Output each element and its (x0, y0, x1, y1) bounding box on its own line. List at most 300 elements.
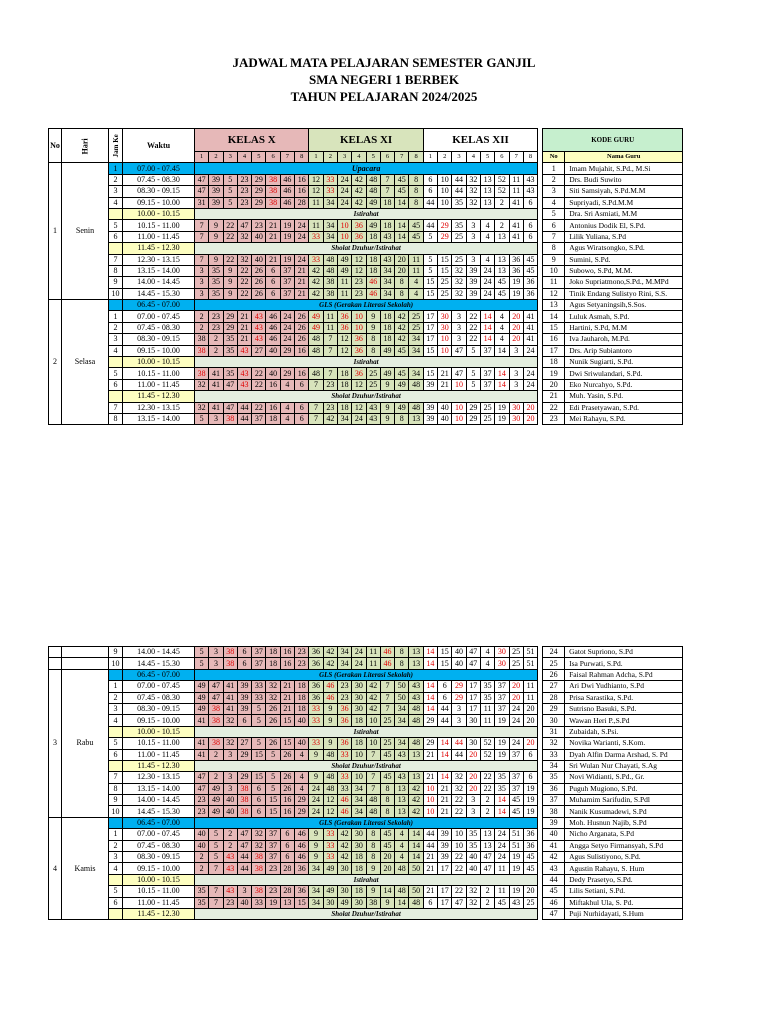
schedule-break-row (49, 908, 683, 919)
teacher-code-xi: 30 (352, 840, 366, 851)
teacher-code-xi: 24 (337, 186, 351, 197)
teacher-no: 26 (543, 669, 565, 680)
teacher-code-xi: 34 (352, 783, 366, 794)
teacher-code-xi: 42 (409, 795, 423, 806)
teacher-name: Angga Setyo Firmansyah, S.Pd (565, 840, 683, 851)
teacher-code-xii: 24 (480, 277, 494, 288)
teacher-name: Muhamim Sarifudin, S.Pdl (565, 795, 683, 806)
teacher-code-xi: 25 (366, 368, 380, 379)
teacher-code-xii: 11 (495, 863, 509, 874)
teacher-code-xi: 36 (352, 345, 366, 356)
period-time: 14.00 - 14.45 (123, 277, 195, 288)
teacher-code-xi: 13 (409, 749, 423, 760)
teacher-code-xii: 5 (466, 368, 480, 379)
teacher-code-x: 49 (209, 783, 223, 794)
day-name: Kamis (62, 817, 109, 920)
teacher-code-x: 32 (237, 231, 251, 242)
teacher-name: Hartini, S.Pd, M.M (565, 322, 683, 333)
teacher-code-xi: 8 (366, 829, 380, 840)
teacher-code-xii: 25 (480, 413, 494, 424)
teacher-code-xii: 13 (480, 840, 494, 851)
teacher-code-xi: 48 (366, 174, 380, 185)
teacher-code-xii: 21 (423, 886, 437, 897)
schedule-break-row (49, 391, 683, 402)
teacher-no: 37 (543, 795, 565, 806)
teacher-code-x: 5 (195, 413, 209, 424)
teacher-code-xii: 3 (452, 311, 466, 322)
teacher-code-xii: 41 (509, 197, 523, 208)
teacher-code-xii: 2 (480, 886, 494, 897)
teacher-code-xi: 46 (323, 681, 337, 692)
period-number: 1 (109, 829, 123, 840)
teacher-code-x: 27 (237, 738, 251, 749)
teacher-code-x: 37 (252, 647, 266, 658)
schedule-row (49, 311, 683, 322)
teacher-name: Subowo, S.Pd, M.M. (565, 265, 683, 276)
teacher-code-x: 37 (252, 413, 266, 424)
schedule-table-top (48, 128, 683, 425)
teacher-code-xi: 42 (337, 840, 351, 851)
teacher-no: 22 (543, 402, 565, 413)
teacher-no: 16 (543, 334, 565, 345)
teacher-code-x: 26 (266, 715, 280, 726)
teacher-code-xi: 14 (395, 231, 409, 242)
teacher-code-x: 5 (223, 186, 237, 197)
teacher-code-x: 24 (280, 334, 294, 345)
teacher-code-xii: 25 (452, 254, 466, 265)
teacher-name: Lilik Yuliana, S.Pd (565, 231, 683, 242)
teacher-code-xii: 2 (495, 197, 509, 208)
teacher-code-x: 15 (266, 806, 280, 817)
teacher-code-xi: 36 (337, 322, 351, 333)
teacher-code-xi: 13 (409, 647, 423, 658)
teacher-no: 28 (543, 692, 565, 703)
teacher-code-xi: 13 (409, 658, 423, 669)
schedule-break-row (49, 669, 683, 680)
teacher-code-x: 3 (223, 783, 237, 794)
teacher-code-x: 44 (237, 863, 251, 874)
schedule-break-row (49, 243, 683, 254)
period-time: 10.00 - 10.15 (123, 874, 195, 885)
teacher-code-x: 19 (280, 254, 294, 265)
header-kelas-xi: KELAS XI (309, 129, 423, 152)
teacher-code-xi: 30 (352, 692, 366, 703)
teacher-code-x: 26 (295, 311, 309, 322)
teacher-code-xii: 3 (466, 254, 480, 265)
teacher-code-x: 47 (237, 840, 251, 851)
teacher-code-xii: 39 (466, 265, 480, 276)
teacher-code-xii: 20 (466, 772, 480, 783)
teacher-code-xi: 25 (380, 715, 394, 726)
teacher-code-xii: 24 (495, 852, 509, 863)
teacher-code-x: 21 (237, 334, 251, 345)
teacher-code-xi: 33 (323, 852, 337, 863)
teacher-code-xi: 42 (395, 322, 409, 333)
teacher-code-xii: 35 (480, 692, 494, 703)
period-time: 12.30 - 13.15 (123, 254, 195, 265)
class-x-number: 2 (209, 152, 223, 163)
teacher-code-x: 4 (295, 749, 309, 760)
teacher-code-x: 6 (252, 806, 266, 817)
teacher-code-x: 33 (252, 897, 266, 908)
teacher-code-xi: 14 (409, 840, 423, 851)
teacher-code-xi: 12 (323, 806, 337, 817)
header-waktu: Waktu (123, 129, 195, 163)
class-xi-number: 3 (337, 152, 351, 163)
period-time: 08.30 - 09.15 (123, 852, 195, 863)
teacher-code-xi: 7 (380, 703, 394, 714)
teacher-code-x: 3 (223, 772, 237, 783)
teacher-code-xii: 3 (509, 368, 523, 379)
teacher-code-x: 5 (223, 197, 237, 208)
teacher-code-xi: 4 (409, 288, 423, 299)
teacher-code-x: 16 (280, 658, 294, 669)
teacher-code-xi: 20 (395, 254, 409, 265)
teacher-code-x: 35 (223, 368, 237, 379)
teacher-name: Sumini, S.Pd. (565, 254, 683, 265)
teacher-code-x: 22 (237, 265, 251, 276)
teacher-code-x: 15 (295, 897, 309, 908)
teacher-code-xi: 13 (395, 783, 409, 794)
period-time: 14.45 - 15.30 (123, 288, 195, 299)
period-time: 06.45 - 07.00 (123, 669, 195, 680)
teacher-code-x: 21 (295, 288, 309, 299)
teacher-code-xii: 11 (523, 692, 537, 703)
teacher-no: 31 (543, 726, 565, 737)
teacher-code-xii: 6 (423, 174, 437, 185)
teacher-code-xi: 45 (380, 749, 394, 760)
teacher-code-xii: 13 (495, 254, 509, 265)
day-number: 3 (49, 669, 62, 817)
break-band: Sholat Dzuhur/Istirahat (195, 391, 538, 402)
teacher-code-xi: 9 (366, 886, 380, 897)
day-name: Selasa (62, 300, 109, 425)
teacher-code-x: 5 (266, 772, 280, 783)
teacher-code-xii: 32 (466, 897, 480, 908)
teacher-code-xii: 44 (438, 715, 452, 726)
teacher-code-xii: 41 (523, 311, 537, 322)
teacher-code-x: 47 (195, 174, 209, 185)
teacher-code-x: 23 (209, 322, 223, 333)
teacher-code-xi: 12 (352, 254, 366, 265)
period-time: 09.15 - 10.00 (123, 715, 195, 726)
teacher-code-xi: 12 (352, 265, 366, 276)
teacher-code-x: 40 (195, 840, 209, 851)
period-number: 2 (109, 174, 123, 185)
teacher-code-xi: 34 (337, 658, 351, 669)
teacher-code-x: 2 (209, 749, 223, 760)
teacher-code-xi: 12 (309, 186, 323, 197)
teacher-no: 36 (543, 783, 565, 794)
teacher-code-x: 38 (266, 186, 280, 197)
teacher-no: 11 (543, 277, 565, 288)
teacher-code-xii: 47 (466, 658, 480, 669)
period-number (109, 357, 123, 368)
teacher-code-xi: 45 (395, 368, 409, 379)
teacher-code-xii: 14 (495, 795, 509, 806)
teacher-code-x: 32 (223, 715, 237, 726)
teacher-code-xii: 41 (509, 220, 523, 231)
teacher-no: 17 (543, 345, 565, 356)
day-name: Senin (62, 163, 109, 300)
teacher-code-xi: 7 (380, 174, 394, 185)
teacher-code-xi: 45 (395, 174, 409, 185)
teacher-code-xii: 17 (438, 897, 452, 908)
teacher-code-xi: 18 (380, 311, 394, 322)
teacher-no: 38 (543, 806, 565, 817)
schedule-row (49, 277, 683, 288)
teacher-code-xi: 9 (309, 840, 323, 851)
teacher-code-x: 26 (252, 265, 266, 276)
teacher-code-xi: 45 (409, 220, 423, 231)
teacher-code-xi: 18 (380, 322, 394, 333)
teacher-code-xii: 29 (466, 413, 480, 424)
class-x-number: 5 (252, 152, 266, 163)
teacher-code-xi: 38 (323, 288, 337, 299)
teacher-code-xii: 22 (480, 783, 494, 794)
teacher-code-xi: 33 (309, 231, 323, 242)
period-number: 3 (109, 186, 123, 197)
teacher-code-x: 46 (280, 197, 294, 208)
class-xi-number: 1 (309, 152, 323, 163)
period-number: 5 (109, 738, 123, 749)
teacher-code-xii: 25 (452, 231, 466, 242)
teacher-code-xi: 11 (409, 265, 423, 276)
teacher-code-xi: 8 (380, 795, 394, 806)
teacher-code-xi: 50 (395, 681, 409, 692)
period-time: 12.30 - 13.15 (123, 772, 195, 783)
teacher-code-x: 46 (280, 186, 294, 197)
teacher-code-xii: 15 (438, 647, 452, 658)
teacher-code-xii: 20 (509, 334, 523, 345)
teacher-code-x: 38 (195, 334, 209, 345)
teacher-code-x: 19 (280, 231, 294, 242)
teacher-code-x: 22 (252, 402, 266, 413)
teacher-code-xi: 23 (323, 402, 337, 413)
teacher-code-xi: 25 (366, 379, 380, 390)
teacher-code-xii: 47 (452, 368, 466, 379)
teacher-code-x: 26 (280, 772, 294, 783)
teacher-code-xi: 30 (352, 897, 366, 908)
teacher-code-xii: 20 (523, 413, 537, 424)
teacher-code-xii: 22 (480, 772, 494, 783)
period-time: 06.45 - 07.00 (123, 300, 195, 311)
teacher-code-x: 47 (195, 783, 209, 794)
teacher-code-xii: 14 (423, 681, 437, 692)
period-time: 10.00 - 10.15 (123, 357, 195, 368)
teacher-code-xii: 14 (480, 311, 494, 322)
period-time: 11.00 - 11.45 (123, 897, 195, 908)
header-jam-ke: Jam Ke (109, 129, 123, 163)
teacher-code-x: 24 (280, 311, 294, 322)
teacher-code-xi: 42 (309, 265, 323, 276)
break-band: Istirahat (195, 874, 538, 885)
teacher-code-xii: 35 (466, 829, 480, 840)
teacher-no: 27 (543, 681, 565, 692)
teacher-code-x: 7 (209, 886, 223, 897)
teacher-code-xi: 50 (395, 692, 409, 703)
teacher-code-x: 9 (223, 277, 237, 288)
teacher-code-xi: 13 (409, 413, 423, 424)
teacher-code-xi: 42 (309, 288, 323, 299)
teacher-code-x: 47 (237, 220, 251, 231)
teacher-code-xii: 30 (495, 658, 509, 669)
teacher-name: Sri Wulan Nur Chayati, S.Ag (565, 760, 683, 771)
teacher-name: Dwi Sriwulandari, S.Pd. (565, 368, 683, 379)
teacher-code-xii: 20 (509, 311, 523, 322)
teacher-code-xi: 23 (352, 288, 366, 299)
teacher-code-xi: 18 (380, 334, 394, 345)
teacher-code-x: 43 (223, 863, 237, 874)
teacher-code-x: 41 (223, 681, 237, 692)
ceremony-band: Upacara (195, 163, 538, 174)
teacher-code-xi: 34 (380, 265, 394, 276)
teacher-code-xii: 30 (466, 715, 480, 726)
teacher-code-xi: 24 (309, 806, 323, 817)
teacher-code-x: 4 (295, 783, 309, 794)
teacher-code-xi: 48 (409, 897, 423, 908)
break-band: Istirahat (195, 208, 538, 219)
teacher-code-xii: 44 (423, 197, 437, 208)
teacher-code-xi: 30 (352, 829, 366, 840)
teacher-code-xii: 5 (466, 345, 480, 356)
teacher-code-xi: 42 (409, 806, 423, 817)
teacher-no: 43 (543, 863, 565, 874)
teacher-code-xii: 19 (523, 783, 537, 794)
teacher-code-xi: 7 (380, 692, 394, 703)
teacher-code-xi: 33 (323, 829, 337, 840)
teacher-code-xii: 40 (438, 413, 452, 424)
teacher-code-xi: 42 (366, 681, 380, 692)
teacher-code-xi: 34 (309, 897, 323, 908)
period-number (109, 391, 123, 402)
teacher-code-xii: 10 (452, 379, 466, 390)
class-xii-number: 1 (423, 152, 437, 163)
teacher-code-xi: 7 (380, 186, 394, 197)
teacher-code-x: 38 (266, 174, 280, 185)
teacher-code-xii: 39 (438, 840, 452, 851)
teacher-code-xi: 25 (380, 738, 394, 749)
teacher-code-xi: 45 (409, 231, 423, 242)
schedule-row (49, 840, 683, 851)
period-time: 11.45 - 12.30 (123, 908, 195, 919)
period-number: 2 (109, 692, 123, 703)
schedule-row (49, 402, 683, 413)
teacher-code-x: 16 (280, 795, 294, 806)
teacher-code-x: 6 (280, 840, 294, 851)
teacher-code-x: 21 (295, 265, 309, 276)
teacher-code-xi: 46 (366, 277, 380, 288)
teacher-code-xii: 10 (452, 829, 466, 840)
teacher-code-xi: 11 (309, 220, 323, 231)
teacher-code-xi: 33 (309, 715, 323, 726)
teacher-code-x: 22 (252, 379, 266, 390)
teacher-code-xii: 51 (523, 658, 537, 669)
teacher-code-xii: 15 (423, 288, 437, 299)
teacher-code-xii: 14 (495, 379, 509, 390)
teacher-no: 25 (543, 658, 565, 669)
teacher-code-x: 35 (209, 288, 223, 299)
teacher-code-xi: 10 (352, 772, 366, 783)
teacher-code-xi: 49 (366, 197, 380, 208)
teacher-code-xi: 18 (352, 886, 366, 897)
teacher-code-xii: 10 (438, 174, 452, 185)
schedule-row (49, 772, 683, 783)
teacher-code-x: 35 (209, 265, 223, 276)
teacher-code-xi: 45 (380, 840, 394, 851)
teacher-code-xii: 51 (509, 829, 523, 840)
teacher-code-x: 22 (252, 368, 266, 379)
teacher-code-xi: 48 (366, 806, 380, 817)
teacher-code-x: 29 (280, 345, 294, 356)
schedule-row (49, 413, 683, 424)
teacher-code-x: 47 (237, 829, 251, 840)
teacher-code-xii: 2 (480, 795, 494, 806)
teacher-code-x: 38 (252, 852, 266, 863)
teacher-code-x: 16 (295, 368, 309, 379)
teacher-code-xii: 6 (438, 681, 452, 692)
teacher-code-xi: 48 (409, 703, 423, 714)
teacher-code-x: 47 (223, 379, 237, 390)
teacher-code-x: 5 (266, 783, 280, 794)
teacher-code-x: 6 (280, 829, 294, 840)
teacher-code-x: 37 (280, 265, 294, 276)
teacher-code-xi: 12 (352, 379, 366, 390)
header-kelas-xii: KELAS XII (423, 129, 537, 152)
teacher-code-xii: 20 (523, 402, 537, 413)
teacher-code-xi: 8 (395, 277, 409, 288)
teacher-code-xii: 3 (452, 715, 466, 726)
teacher-code-xii: 13 (480, 174, 494, 185)
teacher-code-xi: 46 (380, 647, 394, 658)
teacher-name: Isa Purwati, S.Pd. (565, 658, 683, 669)
teacher-name: Iva Jauharoh, M.Pd. (565, 334, 683, 345)
header-kode-guru: KODE GURU (543, 129, 683, 152)
teacher-code-xi: 10 (337, 220, 351, 231)
teacher-code-x: 36 (295, 863, 309, 874)
teacher-code-xi: 30 (352, 681, 366, 692)
schedule-row (49, 379, 683, 390)
teacher-code-xi: 4 (395, 829, 409, 840)
teacher-name: Nicho Arganata, S.Pd (565, 829, 683, 840)
teacher-code-xii: 39 (423, 402, 437, 413)
teacher-code-x: 23 (295, 647, 309, 658)
teacher-code-x: 43 (237, 379, 251, 390)
teacher-code-xii: 20 (523, 886, 537, 897)
teacher-code-xi: 45 (395, 186, 409, 197)
teacher-code-xii: 20 (509, 692, 523, 703)
teacher-code-xi: 23 (352, 277, 366, 288)
teacher-code-x: 2 (209, 345, 223, 356)
teacher-name: Joko Supriatmono,S.Pd., M.MPd (565, 277, 683, 288)
period-time: 11.45 - 12.30 (123, 391, 195, 402)
teacher-name: Muh. Yasin, S.Pd. (565, 391, 683, 402)
teacher-code-xi: 24 (352, 658, 366, 669)
teacher-no: 23 (543, 413, 565, 424)
class-xii-number: 3 (452, 152, 466, 163)
teacher-name: Dyah Alfin Darma Arshad, S. Pd (565, 749, 683, 760)
teacher-code-xi: 46 (337, 806, 351, 817)
teacher-code-xii: 10 (452, 413, 466, 424)
teacher-code-xi: 34 (352, 795, 366, 806)
teacher-code-x: 47 (209, 681, 223, 692)
teacher-code-x: 3 (195, 288, 209, 299)
teacher-code-x: 38 (195, 345, 209, 356)
teacher-code-xi: 7 (366, 749, 380, 760)
teacher-code-x: 38 (209, 738, 223, 749)
teacher-code-x: 16 (295, 345, 309, 356)
teacher-code-x: 43 (237, 345, 251, 356)
